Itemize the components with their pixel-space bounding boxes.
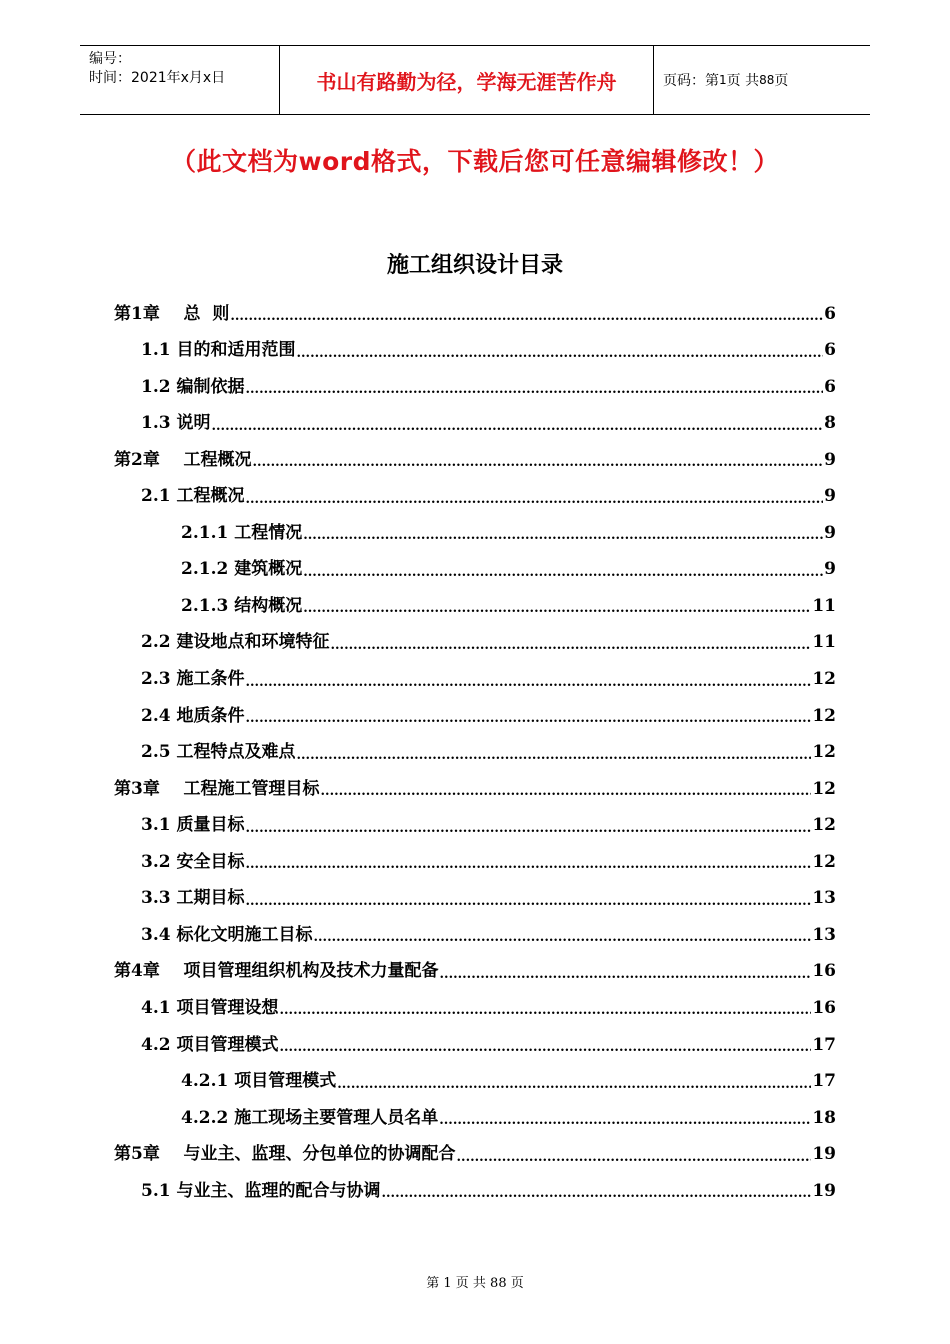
page-prefix: 页码：第 <box>663 73 719 89</box>
toc-leader-dots <box>337 1078 811 1100</box>
toc-leader-dots <box>303 602 811 624</box>
toc-entry-page: 17 <box>812 1034 836 1055</box>
editable-notice: （此文档为word格式，下载后您可任意编辑修改！） <box>171 147 779 176</box>
toc-entry-page: 8 <box>824 413 836 434</box>
toc-entry-label: 2.2 建设地点和环境特征 <box>141 632 330 653</box>
toc-entry[interactable] <box>141 369 836 405</box>
document-number-label: 编号： <box>89 51 131 67</box>
toc-entry[interactable] <box>114 954 836 990</box>
toc-entry-page: 19 <box>812 1180 836 1201</box>
toc-entry-label: 第1章 总 则 <box>114 303 230 324</box>
toc-leader-dots <box>246 712 812 734</box>
toc-entry[interactable] <box>141 990 836 1026</box>
document-time-label: 时间：2021年x月x日 <box>89 70 226 86</box>
toc-entry-page: 9 <box>824 449 836 470</box>
toc-leader-dots <box>253 456 824 478</box>
toc-entry-page: 17 <box>812 1071 836 1092</box>
toc-leader-dots <box>321 785 812 807</box>
toc-entry-page: 11 <box>812 595 836 616</box>
toc-leader-dots <box>246 383 824 405</box>
header-motto: 书山有路勤为径，学海无涯苦作舟 <box>280 46 654 114</box>
toc-entry-page: 9 <box>824 522 836 543</box>
toc-leader-dots <box>280 1041 812 1063</box>
toc-entry-label: 4.2.1 项目管理模式 <box>181 1071 337 1092</box>
toc-entry-page: 6 <box>824 303 836 324</box>
toc-entry-page: 16 <box>812 997 836 1018</box>
toc-entry-label: 3.4 标化文明施工目标 <box>141 924 313 945</box>
toc-entry[interactable] <box>141 662 836 698</box>
toc-leader-dots <box>440 968 812 990</box>
toc-leader-dots <box>280 1004 812 1026</box>
header-meta <box>80 46 280 114</box>
page-mid: 页 共 <box>726 73 760 89</box>
toc-entry[interactable] <box>141 808 836 844</box>
toc-entry[interactable] <box>114 1137 836 1173</box>
toc-leader-dots <box>246 676 812 698</box>
toc-entry[interactable] <box>141 844 836 880</box>
toc-entry-label: 2.1.3 结构概况 <box>181 595 303 616</box>
toc-entry[interactable] <box>141 1173 836 1209</box>
toc-entry[interactable] <box>141 881 836 917</box>
toc-leader-dots <box>212 420 824 442</box>
toc-entry-label: 2.1 工程概况 <box>141 486 245 507</box>
toc-entry[interactable] <box>114 442 836 478</box>
toc-entry-label: 4.2.2 施工现场主要管理人员名单 <box>181 1107 439 1128</box>
toc-entry[interactable] <box>141 333 836 369</box>
toc-leader-dots <box>246 858 812 880</box>
toc-entry-label: 2.1.2 建筑概况 <box>181 559 303 580</box>
toc-leader-dots <box>297 749 812 771</box>
toc-entry-label: 2.4 地质条件 <box>141 705 245 726</box>
toc-entry[interactable] <box>181 588 836 624</box>
toc-entry[interactable] <box>141 917 836 953</box>
toc-entry[interactable] <box>181 552 836 588</box>
toc-entry-page: 12 <box>812 669 836 689</box>
toc-entry-page: 18 <box>812 1107 836 1128</box>
toc-entry-label: 4.2 项目管理模式 <box>141 1034 279 1055</box>
toc-leader-dots <box>230 310 823 332</box>
toc-entry[interactable] <box>141 479 836 515</box>
toc-entry-label: 3.3 工期目标 <box>141 888 245 909</box>
toc-entry-label: 第4章 项目管理组织机构及技术力量配备 <box>114 961 439 982</box>
toc-leader-dots <box>314 931 812 953</box>
toc-entry-page: 9 <box>824 559 836 580</box>
page-suffix: 页 <box>774 73 789 89</box>
toc-leader-dots <box>246 493 824 515</box>
toc-entry-page: 12 <box>812 851 836 872</box>
page-header <box>80 45 870 115</box>
page-total: 88 <box>759 73 775 87</box>
toc-leader-dots <box>331 639 812 661</box>
toc-entry[interactable] <box>141 625 836 661</box>
toc-title: 施工组织设计目录 <box>386 252 563 278</box>
toc-entry[interactable] <box>114 771 836 807</box>
toc-entry[interactable] <box>141 698 836 734</box>
page-current: 1 <box>719 73 727 87</box>
toc-entry-label: 5.1 与业主、监理的配合与协调 <box>141 1180 381 1201</box>
toc-entry-label: 2.1.1 工程情况 <box>181 522 303 543</box>
toc-leader-dots <box>439 1114 811 1136</box>
toc-entry-label: 2.3 施工条件 <box>141 669 245 689</box>
toc-entry[interactable] <box>141 406 836 442</box>
toc-leader-dots <box>246 822 812 844</box>
toc-entry-label: 1.2 编制依据 <box>141 376 245 397</box>
toc-entry-label: 4.1 项目管理设想 <box>141 997 279 1018</box>
toc-entry[interactable] <box>181 1064 836 1100</box>
toc-entry-label: 第2章 工程概况 <box>114 449 252 470</box>
toc-entry-page: 12 <box>812 815 836 836</box>
toc-entry-page: 16 <box>812 961 836 982</box>
page-footer: 第 1 页 共 88 页 <box>426 1276 524 1291</box>
toc-entry-label: 2.5 工程特点及难点 <box>141 742 296 763</box>
toc-entry[interactable] <box>181 1100 836 1136</box>
toc-entry[interactable] <box>141 1027 836 1063</box>
header-page-info <box>654 46 870 114</box>
toc-leader-dots <box>457 1151 812 1173</box>
toc-entry-page: 12 <box>812 742 836 763</box>
toc-entry[interactable] <box>114 296 836 332</box>
toc-entry-page: 6 <box>824 376 836 397</box>
toc-entry-page: 19 <box>812 1144 836 1165</box>
toc-entry-label: 1.3 说明 <box>141 413 211 434</box>
toc-leader-dots <box>303 529 823 551</box>
toc-entry-page: 12 <box>812 778 836 799</box>
toc-entry-page: 11 <box>812 632 836 653</box>
toc-leader-dots <box>382 1187 812 1209</box>
toc-entry-page: 12 <box>812 705 836 726</box>
toc-leader-dots <box>246 895 812 917</box>
toc-leader-dots <box>297 347 824 369</box>
toc-entry[interactable] <box>141 735 836 771</box>
toc-entry-label: 3.1 质量目标 <box>141 815 245 836</box>
toc-entry-label: 第3章 工程施工管理目标 <box>114 778 320 799</box>
toc-entry-label: 3.2 安全目标 <box>141 851 245 872</box>
toc-entry-page: 9 <box>824 486 836 507</box>
toc-entry[interactable] <box>181 515 836 551</box>
toc-entry-page: 13 <box>812 924 836 945</box>
toc-entry-page: 13 <box>812 888 836 909</box>
toc-entry-label: 第5章 与业主、监理、分包单位的协调配合 <box>114 1144 456 1165</box>
toc-entry-page: 6 <box>824 340 836 361</box>
toc-entry-label: 1.1 目的和适用范围 <box>141 340 296 361</box>
toc-leader-dots <box>303 566 823 588</box>
